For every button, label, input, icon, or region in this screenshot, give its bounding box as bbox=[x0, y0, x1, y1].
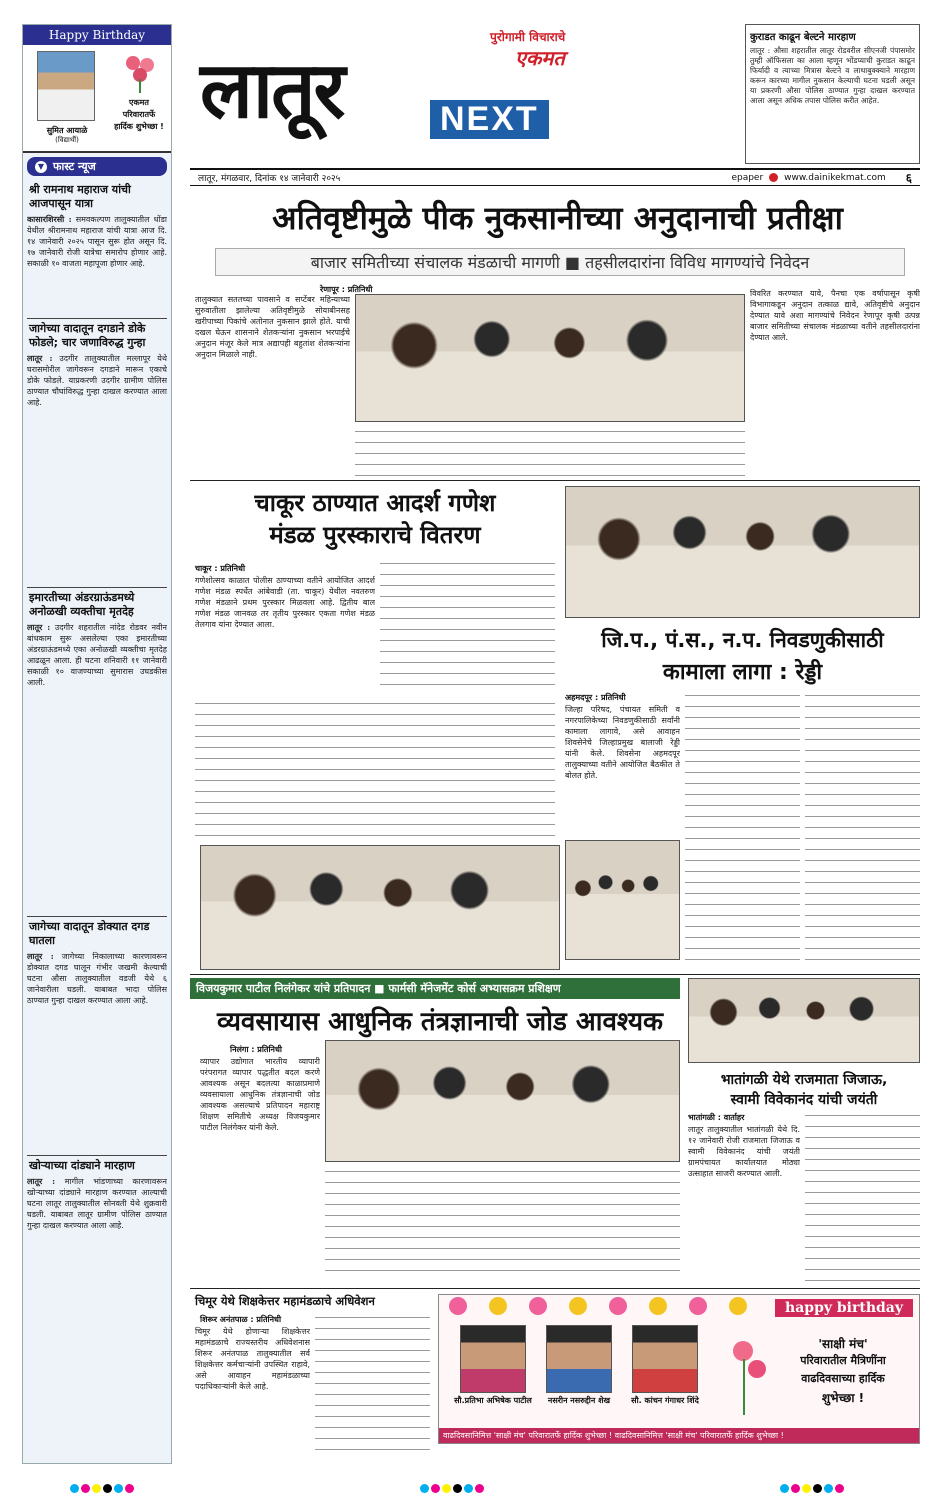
shikshak-body-continued bbox=[315, 1314, 430, 1456]
list-item bbox=[27, 1155, 167, 1326]
manch-line: 'साक्षी मंच' bbox=[818, 1337, 868, 1351]
birthday-panel bbox=[438, 1294, 920, 1444]
birthday-panel-header: happy birthday bbox=[775, 1299, 913, 1317]
news-body: कासारशिरसी : समवकल्पण तालुक्यातील धोंडा येथील श्रीरामनाथ महाराज यांची यात्रा आज दि. १४ जानेवारी २०२५ पासून सुरू होत असून दि. १७ जानेवारी रोजी यात्रेचा समारोप होणार आहे. सकाळी १० वाजता महापूजा होणार आहे. bbox=[27, 214, 167, 268]
epaper-link[interactable]: www.dainikekmat.com bbox=[784, 172, 886, 183]
avatar bbox=[37, 51, 95, 121]
jayanti-headline-2: स्वामी विवेकानंद यांची जयंती bbox=[730, 1092, 878, 1108]
flower-icon bbox=[729, 1297, 747, 1315]
vyavsay-banner: विजयकुमार पाटील निलंगेकर यांचे प्रतिपादन ■ फार्मसी मॅनेजमेंट कोर्स अभ्यासक्रम प्रशिक्षण bbox=[190, 978, 680, 999]
vyavsay-headline: व्यवसायास आधुनिक तंत्रज्ञानाची जोड आवश्यक bbox=[216, 1007, 664, 1037]
jayanti-photo bbox=[688, 978, 920, 1063]
birthday-wish-2: परिवारातर्फे bbox=[122, 110, 156, 119]
news-body: लातूर : उदगीर तालुक्यातील मल्लापूर येथे घरासमोरील जागेवरून दगडाने मारून एकाचे डोके फोडले. याप्रकरणी उदगीर ग्रामीण पोलिस ठाण्यात चौघांविरुद्ध गुन्हा दाखल करण्यात आला आहे. bbox=[27, 353, 167, 407]
flower-row bbox=[449, 1297, 769, 1319]
masthead-title: लातूर bbox=[200, 46, 344, 136]
registration-dots-right bbox=[780, 1478, 846, 1497]
flower-icon bbox=[569, 1297, 587, 1315]
jayanti-body: लातूर तालुक्यातील भातांगळी येथे दि. १२ जानेवारी रोजी राजमाता जिजाऊ व स्वामी विवेकानंद यांची जयंती ग्रामपंचायत कार्यालयात मोठ्या उत्साहात साजरी करण्यात आली. bbox=[688, 1125, 800, 1178]
ganesh-body-continued bbox=[380, 560, 555, 695]
jayanti-headline-1: भातांगळी येथे राजमाता जिजाऊ, bbox=[720, 1072, 888, 1088]
flower-icon bbox=[529, 1297, 547, 1315]
person-photo bbox=[632, 1325, 698, 1393]
birthday-box bbox=[23, 25, 171, 153]
zp-headline-1: जि.प., पं.स., न.प. निवडणुकीसाठी bbox=[601, 628, 884, 652]
masthead-tagline: पुरोगामी विचाराचे bbox=[490, 30, 566, 44]
news-title: जागेच्या वादातून दगडाने डोके फोडले; चार जणाविरुद्ध गुन्हा bbox=[27, 318, 167, 353]
person-name: सौ.प्रतिभा अभिषेक पाटील bbox=[454, 1396, 532, 1405]
ganesh-headline-2: मंडळ पुरस्काराचे वितरण bbox=[269, 521, 481, 549]
news-title: खोऱ्याच्या दांड्याने मारहाण bbox=[27, 1155, 167, 1176]
flower-icon bbox=[449, 1297, 467, 1315]
news-body: लातूर : उदगीर शहरातील नांदेड रोडवर नवीन बांधकाम सुरू असलेल्या एका इमारतीच्या अंडरग्राऊंडमध्ये एका अनोळखी व्यक्तीचा मृतदेह आढळून आला. ही घटना शनिवारी ११ जानेवारी सकाळी १० वाजण्याच्या सुमारास उघडकीस आली. bbox=[27, 622, 167, 687]
person-name: नसरीन नसरुद्दीन शेख bbox=[547, 1396, 611, 1405]
person-name: सौ. कांचन गंगाधर शिंदे bbox=[631, 1396, 699, 1405]
zp-body-continued bbox=[685, 692, 800, 962]
masthead-brand-name: एकमत bbox=[515, 46, 565, 70]
lead-body-continued bbox=[355, 428, 745, 476]
shikshak-body: चिमूर येथे होणाऱ्या शिक्षकेत्तर महामंडळाचे राज्यस्तरीय अधिवेशनास शिरूर अनंतपाळ तालुक्यातील सर्व शिक्षकेत्तर कर्मचाऱ्यांनी उपस्थित राहावे, असे आवाहन महामंडळाच्या पदाधिकाऱ्यांनी केले आहे. bbox=[195, 1327, 310, 1391]
flower-icon bbox=[123, 53, 157, 93]
divider bbox=[190, 974, 920, 975]
top-right-brief bbox=[745, 24, 920, 164]
shikshak-headline: चिमूर येथे शिक्षकेत्तर महामंडळाचे अधिवेशन bbox=[195, 1294, 375, 1308]
lead-subhead: बाजार समितीच्या संचालक मंडळाची मागणी ■ तहसीलदारांना विविध मागण्यांचे निवेदन bbox=[215, 248, 905, 276]
jayanti-dateline: भातांगळी : वार्ताहर bbox=[688, 1113, 745, 1122]
masthead bbox=[190, 24, 730, 164]
lead-photo bbox=[355, 294, 745, 422]
lead-body: तालुक्यात सततच्या पावसाने व सप्टेंबर महिन्याच्या सुरुवातीला झालेल्या अतिवृष्टीमुळे सोयाबीनसह खरीपाच्या पिकांचे अतोनात नुकसान झाले होते. याची दखल घेऊन शासनाने शेतकऱ्यांना नुकसान भरपाईचे अनुदान मंजूर केले मात्र अद्यापही बहुतांश शेतकऱ्यांना अनुदान मिळाले नाही. bbox=[195, 295, 350, 359]
list-item bbox=[27, 916, 167, 1151]
birthday-name: सुमित आयाळे bbox=[46, 126, 88, 135]
wish-line-3: शुभेच्छा ! bbox=[821, 1391, 865, 1405]
list-item bbox=[27, 318, 167, 583]
zp-headline-2: कामाला लागा : रेड्डी bbox=[662, 660, 823, 685]
birthday-wish-1: एकमत bbox=[129, 98, 149, 107]
flower-icon bbox=[609, 1297, 627, 1315]
birthday-ticker: वाढदिवसानिमित्त 'साक्षी मंच' परिवारातर्फे हार्दिक शुभेच्छा ! वाढदिवसानिमित्त 'साक्षी मंच' परिवारातर्फे हार्दिक शुभेच्छा ! bbox=[439, 1428, 919, 1443]
flower-icon bbox=[689, 1297, 707, 1315]
zp-dateline: अहमदपूर : प्रतिनिधी bbox=[565, 693, 626, 702]
divider bbox=[190, 1288, 920, 1289]
ganesh-body-3 bbox=[195, 700, 555, 840]
birthday-role: (विद्यार्थी) bbox=[55, 136, 79, 144]
page-number: ६ bbox=[905, 171, 912, 185]
divider bbox=[190, 480, 920, 481]
flower-icon bbox=[649, 1297, 667, 1315]
person-card bbox=[453, 1325, 533, 1406]
ganesh-body: गणेशोत्सव काळात पोलीस ठाण्याच्या वतीने आयोजित आदर्श गणेश मंडळ स्पर्धेत आंबेवाडी (ता. चाकूर) येथील नवतरुण गणेश मंडळाने प्रथम पुरस्कार मिळवला आहे. द्वितीय बाल गणेश मंडळ जानवळ तर तृतीय पुरस्कार एकता गणेश मंडळ तेलगाव यांना देण्यात आला. bbox=[195, 576, 375, 629]
registration-dots-left bbox=[70, 1478, 136, 1497]
fast-news-list bbox=[23, 180, 171, 1326]
person-card bbox=[539, 1325, 619, 1406]
birthday-header: Happy Birthday bbox=[23, 25, 171, 45]
list-item bbox=[27, 180, 167, 314]
zp-photo-small bbox=[565, 840, 680, 960]
flower-icon bbox=[729, 1335, 769, 1415]
lead-headline: अतिवृष्टीमुळे पीक नुकसानीच्या अनुदानाची प्रतीक्षा bbox=[272, 199, 843, 237]
masthead-brand: NEXT bbox=[430, 100, 549, 139]
vyavsay-body: व्यापार उद्योगात भारतीय व्यापारी परंपरागत व्यापार पद्धतीत बदल करणे आवश्यक असून बदलत्या काळाप्रमाणे व्यवसायाला आधुनिक तंत्रज्ञानाची जोड आवश्यक असल्याचे प्रतिपादन महाराष्ट्र शिक्षण समितीचे अध्यक्ष विजयकुमार पाटील निलंगेकर यांनी केले. bbox=[200, 1057, 320, 1132]
ganesh-dateline: चाकूर : प्रतिनिधी bbox=[195, 564, 246, 573]
dateline: लातूर, मंगळवार, दिनांक १४ जानेवारी २०२५ bbox=[198, 174, 341, 184]
ganesh-headline-1: चाकूर ठाण्यात आदर्श गणेश bbox=[254, 489, 496, 517]
flower-icon bbox=[489, 1297, 507, 1315]
shikshak-dateline: शिरूर अनंतपाळ : प्रतिनिधी bbox=[200, 1315, 282, 1324]
zp-photo bbox=[565, 486, 920, 618]
vyavsay-photo bbox=[325, 1040, 680, 1162]
news-title: इमारतीच्या अंडरग्राऊंडमध्ये अनोळखी व्यक्तीचा मृतदेह bbox=[27, 587, 167, 622]
news-body: लातूर : जागेच्या निकालाच्या कारणावरून डोक्यात दगड घालून गंभीर जखमी केल्याची घटना औसा तालुक्यातील वडजी येथे ६ जानेवारीला घडली. याबाबत भादा पोलिस ठाण्यात गुन्हा दाखल करण्यात आला आहे. bbox=[27, 951, 167, 1005]
birthday-wish-3: हार्दिक शुभेच्छा ! bbox=[114, 122, 164, 131]
person-photo bbox=[546, 1325, 612, 1393]
news-title: श्री रामनाथ महाराज यांची आजपासून यात्रा bbox=[29, 183, 131, 210]
ganesh-photo bbox=[200, 845, 560, 970]
brief-body: लातूर : औसा शहरातील लातूर रोडवरील सीएनजी पंपासमोर तुम्ही ऑफिसला का आला म्हणून भोंडप्याची कुराडत काढून फिर्यादी व त्याच्या मित्रास बेल्टने व लाथाबुक्क्याने मारहाण करून कारच्या मागील नुकसान केल्याची घटना घडली असून या प्रकरणी औसा पोलिस ठाण्यात गुन्हा दाखल करण्यात आला असून अधिक तपास पोलिस करीत आहेत. bbox=[750, 46, 915, 105]
news-body: लातूर : मागील भांडणाच्या कारणावरून खोऱ्याच्या दांड्याने मारहाण करण्यात आल्याची घटना लातूर तालुक्यातील सोनवती येथे शुक्रवारी घडली. याबाबत लातूर ग्रामीण पोलिस ठाण्यात गुन्हा दाखल करण्यात आला आहे. bbox=[27, 1176, 167, 1230]
left-sidebar bbox=[22, 24, 172, 1464]
vyavsay-dateline: निलंगा : प्रतिनिधी bbox=[230, 1045, 282, 1054]
registration-dots-center bbox=[420, 1478, 486, 1497]
wish-line-1: परिवारातील मैत्रिणींना bbox=[800, 1354, 886, 1367]
zp-body: जिल्हा परिषद, पंचायत समिती व नगरपालिकेच्या निवडणुकीसाठी सर्वांनी कामाला लागावे, असे आवाहन शिवसेनेचे जिल्हाप्रमुख बालाजी रेड्डी यांनी केले. शिवसेना अहमदपूर तालुक्याच्या वतीने आयोजित बैठकीत ते बोलत होते. bbox=[565, 705, 680, 780]
person-card bbox=[625, 1325, 705, 1406]
person-photo bbox=[460, 1325, 526, 1393]
news-title: जागेच्या वादातून डोक्यात दगड घातला bbox=[27, 916, 167, 951]
brief-title: कुराडत काढून बेल्टने मारहाण bbox=[750, 32, 856, 43]
lead-body-right: विवरित करण्यात यावे, पैनचा एक वर्षापासून कृषी विभागाकडून अनुदान तत्काळ द्यावे, अतिवृष्टीचे अनुदान देण्यात यावे अशा मागण्यांचे निवेदन रेणापूर कृषी उत्पन्न बाजार समितीच्या संचालक मंडळाच्या वतीने तहसीलदारांना देण्यात आले. bbox=[750, 289, 920, 342]
list-item bbox=[27, 587, 167, 912]
chevron-down-icon: ▼ bbox=[35, 161, 47, 173]
epaper-label: epaper bbox=[731, 172, 764, 183]
fast-news-header: ▼ फास्ट न्यूज bbox=[27, 157, 167, 176]
dateline-bar bbox=[190, 168, 920, 186]
wish-line-2: वाढदिवसाच्या हार्दिक bbox=[801, 1372, 885, 1385]
lead-dateline: रेणापूर : प्रतिनिधी bbox=[320, 285, 373, 294]
zp-body-3 bbox=[805, 692, 920, 962]
vyavsay-body-continued bbox=[325, 1168, 680, 1281]
jayanti-body-continued bbox=[805, 1112, 920, 1284]
globe-icon bbox=[769, 173, 778, 182]
